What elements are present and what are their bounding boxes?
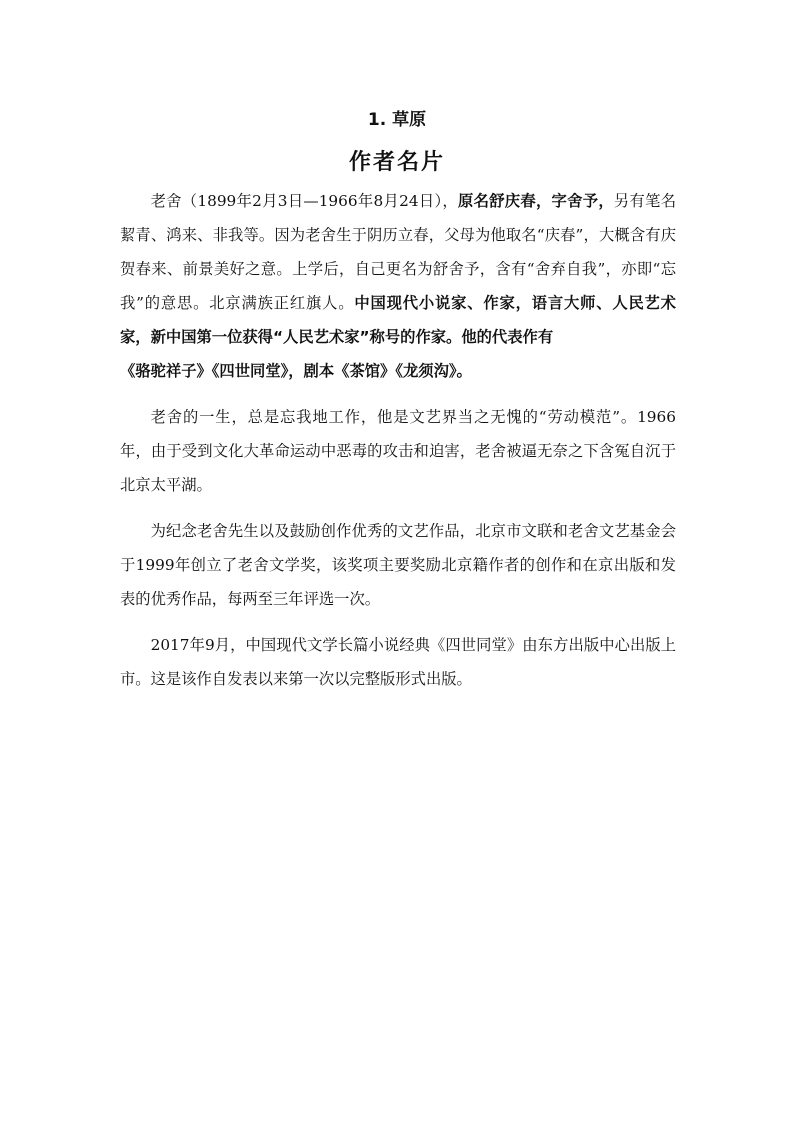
article-body <box>120 184 676 708</box>
paragraph-works <box>120 354 676 388</box>
paragraph-intro <box>120 184 676 354</box>
paragraph-award: 为纪念老舍先生以及鼓励创作优秀的文艺作品，北京市文联和老舍文艺基金会于1999年创立了老舍文学奖，该奖项主要奖励北京籍作者的创作和在京出版和发表的优秀作品，每两至三年评选一次。 <box>120 522 676 608</box>
lesson-title: 1. 草原 <box>367 110 427 130</box>
paragraph-publication: 2017年9月，中国现代文学长篇小说经典《四世同堂》由东方出版中心出版上市。这是该作自发表以来第一次以完整版形式出版。 <box>120 636 676 688</box>
intro-bold-name: 原名舒庆春，字舍予， <box>458 192 614 210</box>
intro-text-2: 另有笔名絜青、鸿来、非我等。因为老舍生于阴历立春，父母为他取名“庆春”，大概含有庆贺春来、前景美好之意。上学后，自己更名为舒舍予，含有“舍弃自我”，亦即“忘我”的意思。北京满族正红旗人。 <box>120 192 676 312</box>
section-title: 作者名片 <box>348 150 445 175</box>
intro-bold-titles: 中国现代小说家、作家，语言大师、人民艺术家，新中国第一位获得“人民艺术家”称号的作家。他的代表作有 <box>120 294 676 346</box>
works-line: 《骆驼祥子》《四世同堂》，剧本《茶馆》《龙须沟》。 <box>120 362 472 380</box>
intro-text-1: 老舍（1899年2月3日—1966年8月24日）， <box>150 192 459 210</box>
paragraph-life: 老舍的一生，总是忘我地工作，他是文艺界当之无愧的“劳动模范”。1966年，由于受到文化大革命运动中恶毒的攻击和迫害，老舍被逼无奈之下含冤自沉于北京太平湖。 <box>120 408 676 494</box>
